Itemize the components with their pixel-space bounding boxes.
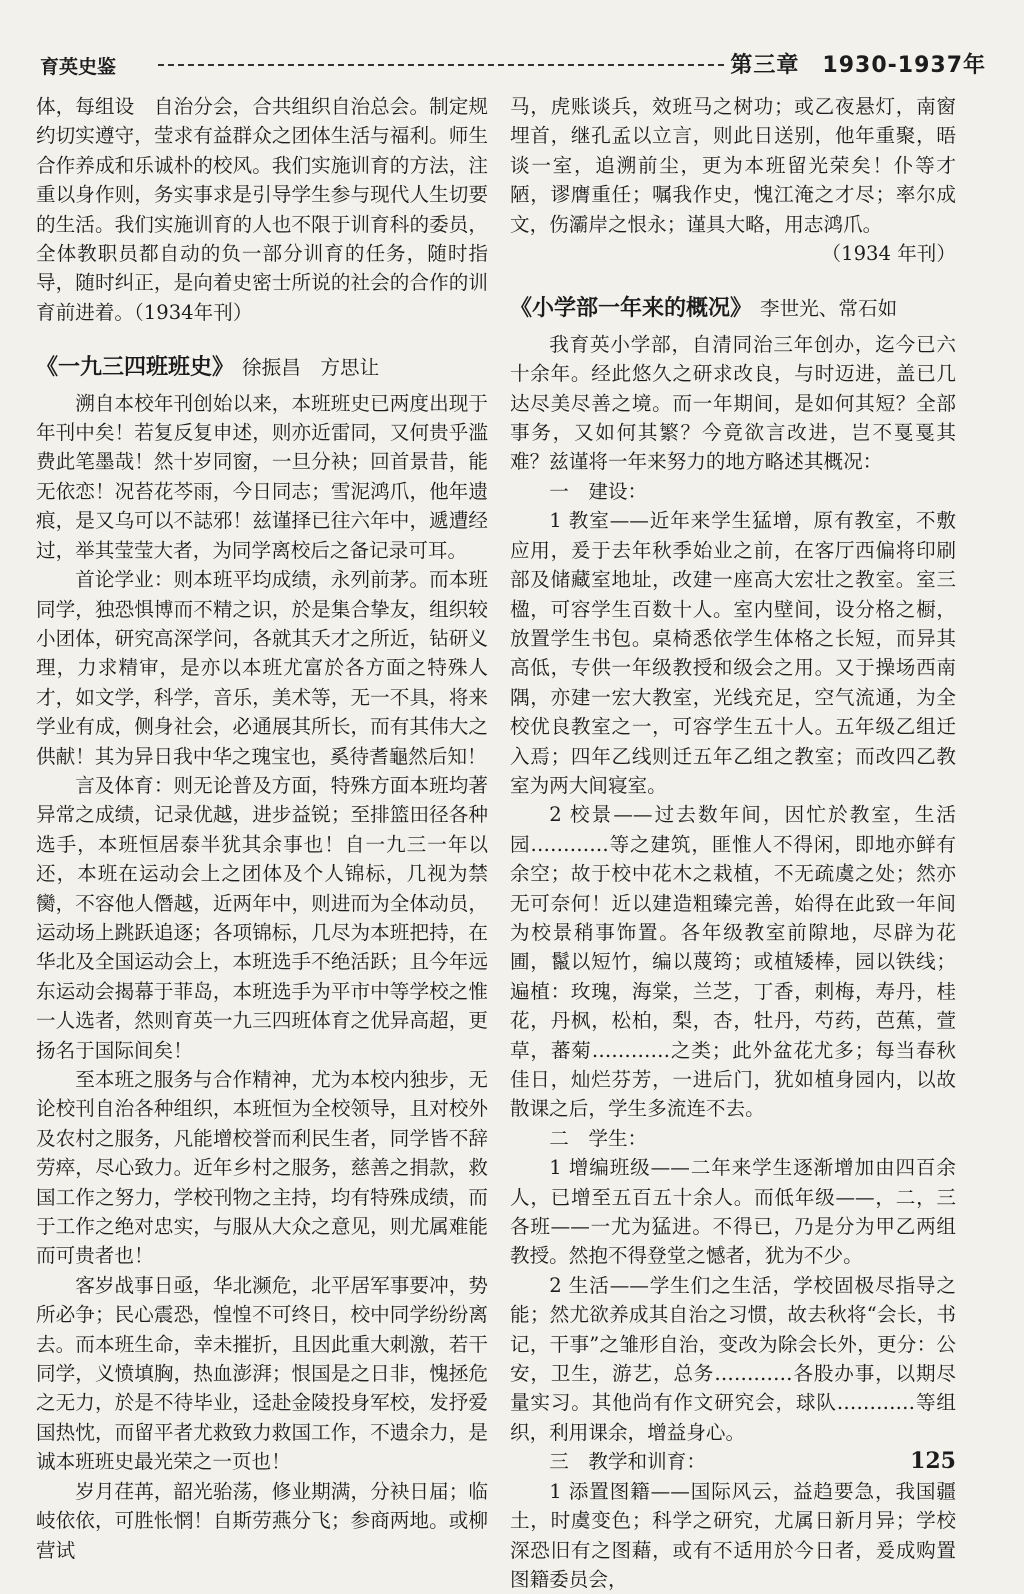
article-authors: 李世光、常石如 xyxy=(760,297,898,321)
paragraph: 我育英小学部，自清同治三年创办，迄今已六十余年。经此悠久之研求改良，与时迈进，盖已几达尽美尽善之境。而一年期间，是如何其短？全部事务，又如何其繁？今竟欲言改进，岂不戛戛其难？兹谨将一年来努力的地方略述其概况： xyxy=(510,332,956,474)
paragraph: 2 校景——过去数年间，因忙於教室，生活园…………等之建筑，匪惟人不得闲，即地亦鲜有余空；故于校中花木之栽植，不无疏虞之处；然亦无可奈何！近以建造粗臻完善，始得在此致一年间为校景稍事饰置。各年级教室前隙地，尽辟为花圃，鬣以短竹，编以蔑筠；或植矮棒，园以铁线；遍植：玫瑰，海棠，兰芝，丁香，刺梅，寿丹，桂花，丹枫，松柏，梨，杏，牡丹，芍药，芭蕉，萱草，蕃菊…………之类；此外盆花尤多；每当春秋佳日，灿烂芬芳，一进后门，犹如植身园内，以故散课之后，学生多流连不去。 xyxy=(510,803,956,1121)
header-dashed-rule xyxy=(158,64,724,66)
article-authors: 徐振昌 方思让 xyxy=(242,356,380,380)
article-heading xyxy=(510,294,956,323)
chapter-title: 第三章 1930-1937年 xyxy=(730,53,986,78)
paragraph: 溯自本校年刊创始以来，本班班史已两度出现于年刊中矣！若复反复申述，则亦近雷同，又何贵乎滥费此笔墨哉！然十岁同窗，一旦分袂；回首景昔，能无依恋！况苔花芩雨，今日同志；雪泥鸿爪，他年遗痕，是又乌可以不誌邪！兹谨择已往六年中，遞遭经过，举其莹莹大者，为同学离校后之备记录可耳。 xyxy=(36,391,488,562)
paragraph: 客岁战事日亟，华北濒危，北平居军事要冲，势所必争；民心震恐，惶惶不可终日，校中同学纷纷离去。而本班生命，幸未摧折，且因此重大刺激，若干同学，义愤填胸，热血澎湃；恨国是之日非，愧拯危之无力，於是不待毕业，迳赴金陵投身军校，发抒爱国热忱，而留平者尤救致力救国工作，不遗余力，是诚本班班史最光荣之一页也！ xyxy=(36,1273,488,1474)
paragraph: 首论学业：则本班平均成绩，永列前茅。而本班同学，独恐惧博而不精之识，於是集合挚友，组织较小团体，研究高深学问，各就其夭才之所近，钻研义理，力求精审，是亦以本班尤富於各方面之特殊人才，如文学，科学，音乐，美术等，无一不具，将来学业有成，侧身社会，必通展其所长，而有其伟大之供献！其为异日我中华之瑰宝也，奚待耆龜然后知！ xyxy=(36,568,488,768)
section-heading: 二 学生： xyxy=(549,1126,648,1150)
paragraph: 体，每组设 自治分会，合共组织自治总会。制定规约切实遵守，莹求有益群众之团体生活与福利。师生合作养成和乐诚朴的校风。我们实施训育的方法，注重以身作则，务实事求是引导学生参与现代人生切要的生活。我们实施训育的人也不限于训育科的委员，全体教职员都自动的负一部分训育的任务，随时指导，随时纠正，是向着史密士所说的社会的合作的训育前进着。（1934年刊） xyxy=(36,95,488,324)
paragraph: 1 添置图籍——国际风云，益趋要急，我国疆土，时虞变色；科学之研究，尤属日新月异；学校深恐旧有之图藉，或有不适用於今日者，爰成购置图籍委员会， xyxy=(510,1479,956,1591)
paragraph: 至本班之服务与合作精神，尤为本校内独步，无论校刊自治各种组织，本班恒为全校领导，且对校外及农村之服务，凡能增校誉而利民生者，同学皆不辞劳瘁，尽心致力。近年乡村之服务，慈善之捐款，救国工作之努力，学校刊物之主持，均有特殊成绩，而于工作之绝对忠实，与服从大众之意见，则尤属难能而可贵者也！ xyxy=(36,1068,488,1268)
page-number: 125 xyxy=(910,1448,956,1474)
paragraph: 1 教室——近年来学生猛增，原有教室，不敷应用，爰于去年秋季始业之前，在客厅西偏将印刷部及储藏室地址，改建一座高大宏壮之教室。室三楹，可容学生百数十人。室内壁间，设分格之橱，放置学生书包。桌椅悉依学生体格之长短，而异其高低，专供一年级教授和级会之用。又于操场西南隅，亦建一宏大教室，光线充足，空气流通，为全校优良教室之一，可容学生五十人。五年级乙组迁入焉；四年乙线则迁五年乙组之教室；而改四乙教室为两大间寝室。 xyxy=(510,509,956,797)
article-title: 《小学部一年来的概况》 xyxy=(510,296,753,322)
publication-year-note: （1934 年刊） xyxy=(821,242,956,266)
left-column xyxy=(36,92,488,1562)
paragraph: 1 增编班级——二年来学生逐渐增加由四百余人，已增至五百五十余人。而低年级——，二，三各班——一尤为猛进。不得已，乃是分为甲乙两组教授。然抱不得登堂之憾者，犹为不少。 xyxy=(510,1156,956,1268)
paragraph: 2 生活——学生们之生活，学校固极尽指导之能；然尤欲养成其自治之习惯，故去秋将“会长，书记，干事”之雏形自治，变改为除会长外，更分：公安，卫生，游艺，总务…………各股办事，以期尽量实习。其他尚有作文研究会，球队…………等组织，利用课余，增益身心。 xyxy=(510,1273,956,1444)
paragraph: 岁月荏苒，韶光骀荡，修业期满，分袂日届；临岐依依，可胜怅惘！自斯劳燕分飞；参商两地。或柳营试 xyxy=(36,1479,488,1562)
article-title: 《一九三四班班史》 xyxy=(36,355,235,381)
book-title: 育英史鉴 xyxy=(40,56,117,78)
paragraph: 言及体育：则无论普及方面，特殊方面本班均著异常之成绩，记录优越，进步益锐；至排篮田径各种选手，本班恒居泰半犹其余事也！自一九三一年以还，本班在运动会上之团体及个人锦标，几视为禁臠，不容他人僭越，近两年中，则进而为全体动员，运动场上跳跃追逐；各项锦标，几尽为本班把持，在华北及全国运动会上，本班选手不绝活跃；且今年远东运动会揭幕于菲岛，本班选手为平市中等学校之惟一人选者，然则育英一九三四班体育之优异高超，更扬名于国际间矣！ xyxy=(36,773,488,1062)
section-heading: 三 教学和训育： xyxy=(549,1450,706,1474)
paragraph: 马，虎账谈兵，效班马之树功；或乙夜悬灯，南窗埋首，继孔孟以立言，则此日送别，他年重聚，晤谈一室，追溯前尘，更为本班留光荣矣！仆等才陋，谬膺重任；嘱我作史，愧江淹之才尽；率尔成文，伤灞岸之恨永；谨具大略，用志鸿爪。 xyxy=(510,95,956,236)
running-header xyxy=(40,46,986,82)
section-heading: 一 建设： xyxy=(549,479,648,503)
article-heading xyxy=(36,353,488,382)
